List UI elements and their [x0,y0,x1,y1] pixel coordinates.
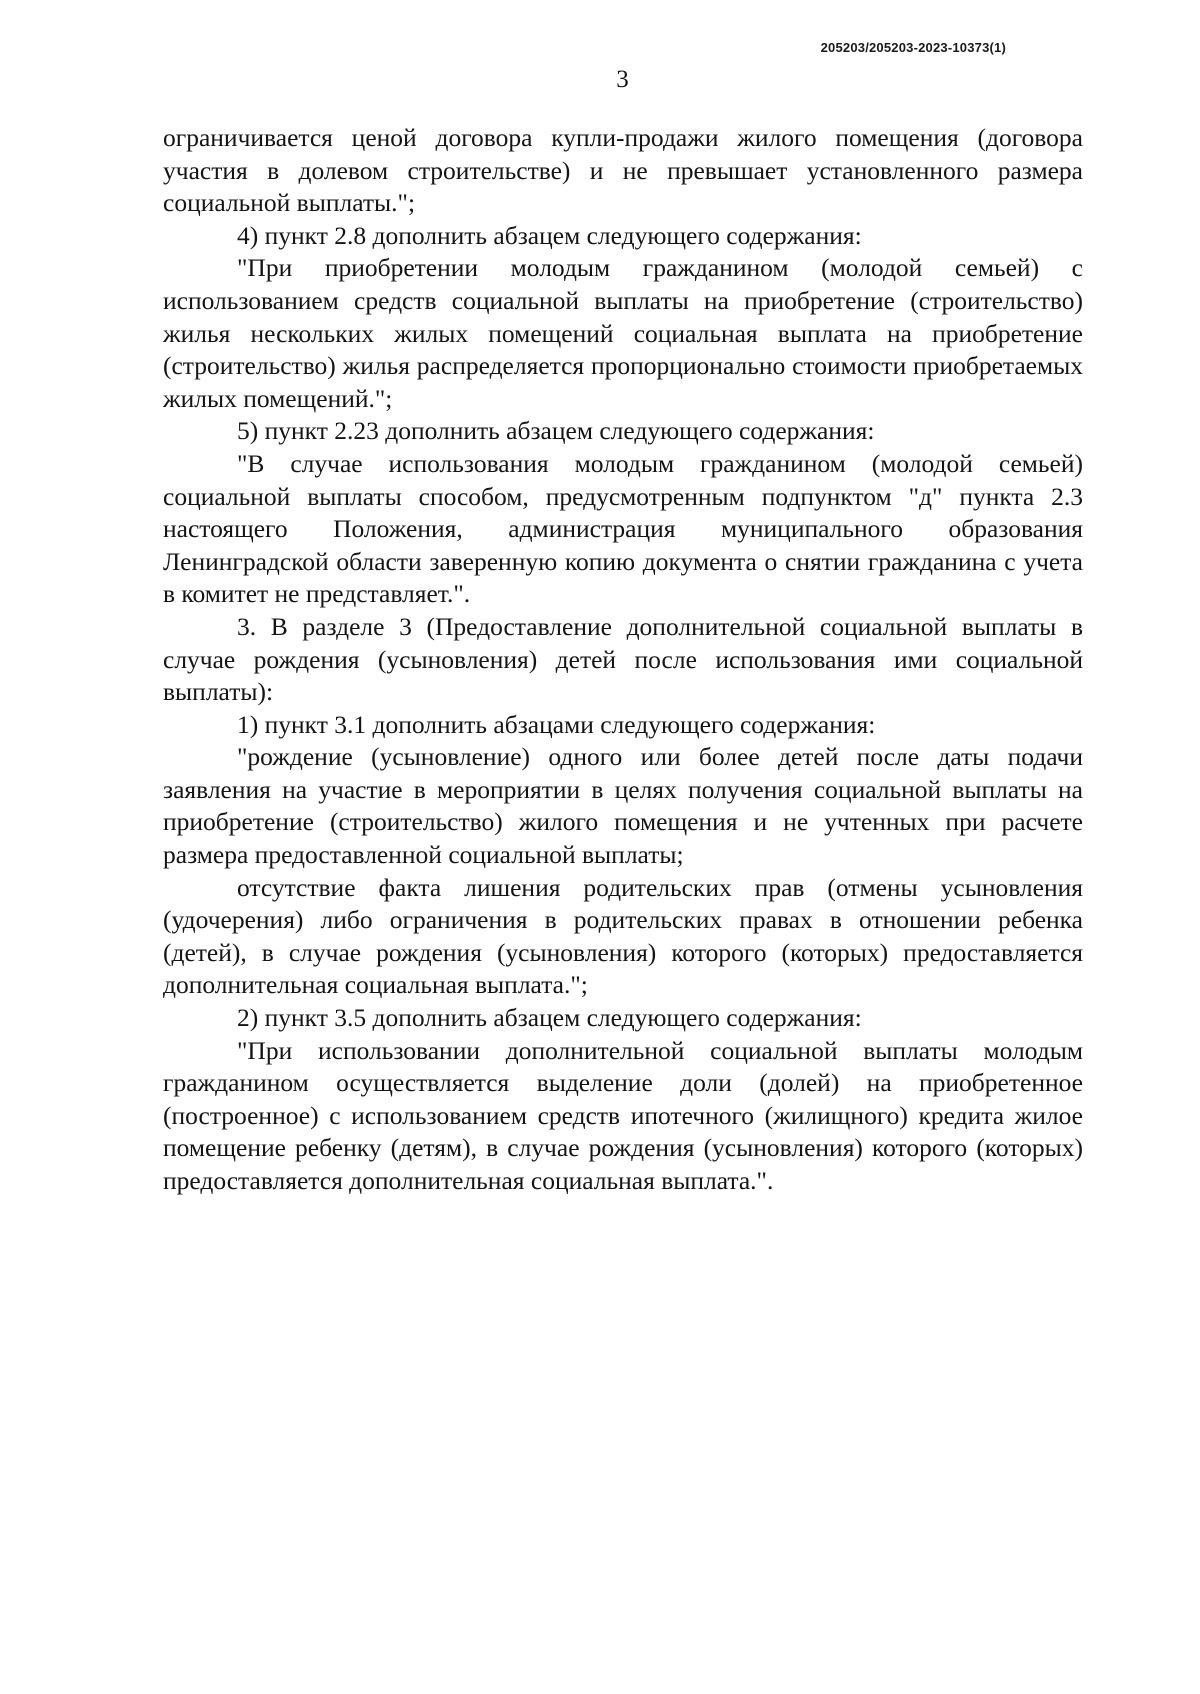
paragraph-11: "При использовании дополнительной социальной выплаты молодым гражданином осуществляется выделение доли (долей) на приобретенное (построенное) с использованием средств ипотечного (жилищного) кредита жилое помещение ребенку (детям), в случае рождения (усыновления) которого (которых) предоставляется дополнительная социальная выплата.". [163,1035,1083,1195]
document-id: 205203/205203-2023-10373(1) [820,40,1006,55]
paragraph-1: ограничивается ценой договора купли-продажи жилого помещения (договора участия в долевом строительстве) и не превышает установленного размера социальной выплаты."; [163,123,1083,218]
paragraph-3: "При приобретении молодым гражданином (молодой семьей) с использованием средств социальной выплаты на приобретение (строительство) жилья нескольких жилых помещений социальная выплата на приобретение (строительство) жилья распределяется пропорционально стоимости приобретаемых жилых помещений."; [163,253,1083,413]
paragraph-5: "В случае использования молодым гражданином (молодой семьей) социальной выплаты способом, предусмотренным подпунктом "д" пункта 2.3 настоящего Положения, администрация муниципального образования Ленинградской области заверенную копию документа о снятии гражданина с учета в комитет не представляет.". [163,448,1083,609]
paragraph-9: отсутствие факта лишения родительских прав (отмены усыновления (удочерения) либо ограничения в родительских правах в отношении ребенка (детей), в случае рождения (усыновления) которого (которых) предоставляется дополнительная социальная выплата."; [163,872,1083,1000]
paragraph-7: 1) пункт 3.1 дополнить абзацами следующего содержания: [237,709,876,739]
paragraph-2: 4) пункт 2.8 дополнить абзацем следующего содержания: [237,220,862,250]
document-body [163,122,1083,1198]
paragraph-10: 2) пункт 3.5 дополнить абзацем следующего содержания: [237,1003,862,1033]
page-number: 3 [616,66,629,93]
paragraph-8: "рождение (усыновление) одного или более детей после даты подачи заявления на участие в мероприятии в целях получения социальной выплаты на приобретение (строительство) жилого помещения и не учтенных при расчете размера предоставленной социальной выплаты; [163,742,1083,870]
paragraph-6: 3. В разделе 3 (Предоставление дополнительной социальной выплаты в случае рождения (усыновления) детей после использования ими социальной выплаты): [163,611,1083,707]
paragraph-4: 5) пункт 2.23 дополнить абзацем следующего содержания: [237,416,875,446]
